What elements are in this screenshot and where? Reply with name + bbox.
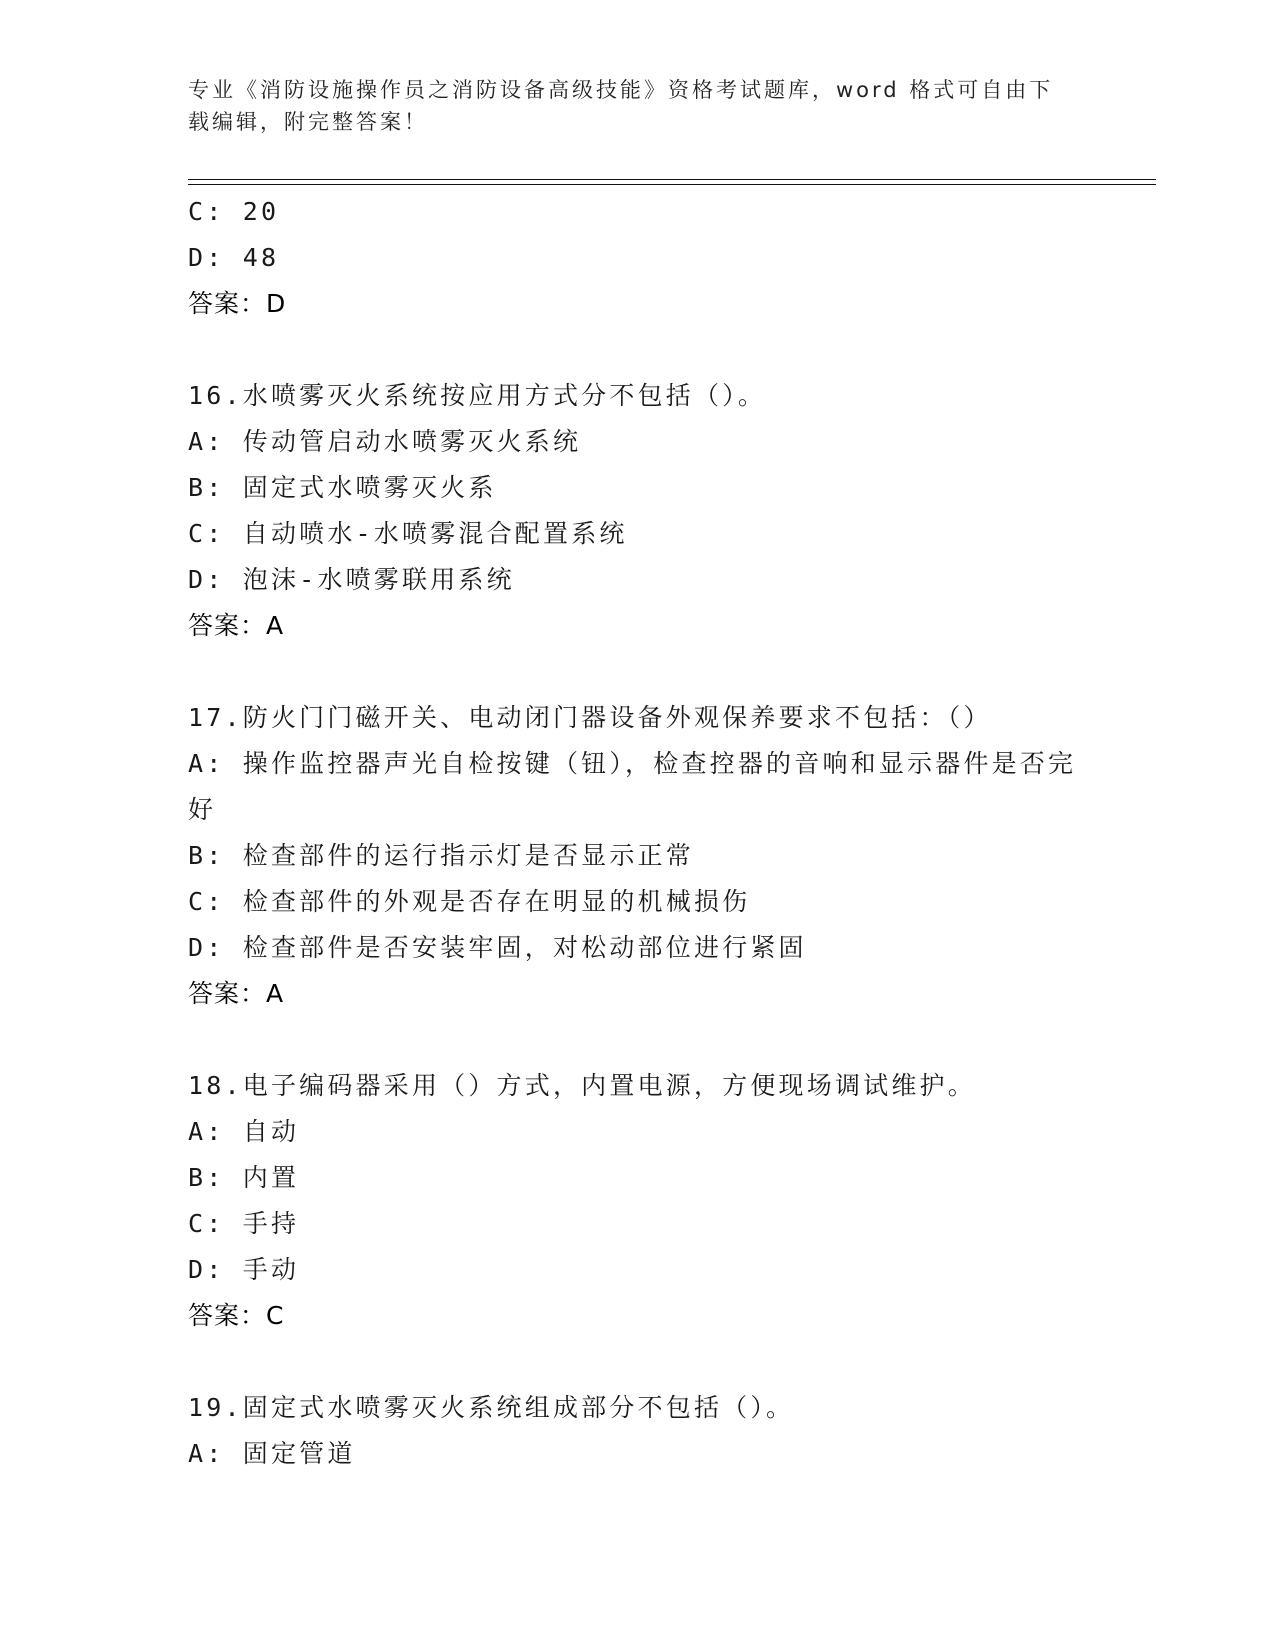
question-block-18 xyxy=(188,1063,1088,1339)
option-a: A: 固定管道 xyxy=(188,1439,356,1468)
header-rule-top xyxy=(188,179,1156,180)
question-list xyxy=(188,189,1088,1477)
answer-line: 答案：A xyxy=(188,611,285,640)
option-d: D: 检查部件是否安装牢固，对松动部位进行紧固 xyxy=(188,933,807,962)
option-b: B: 检查部件的运行指示灯是否显示正常 xyxy=(188,841,694,870)
question-block-15 xyxy=(188,189,1088,327)
question-stem: 19.固定式水喷雾灭火系统组成部分不包括（）。 xyxy=(188,1393,795,1422)
option-c: C: 手持 xyxy=(188,1209,300,1238)
question-block-16 xyxy=(188,373,1088,649)
option-d: D: 手动 xyxy=(188,1255,300,1284)
answer-line: 答案：D xyxy=(188,289,287,318)
option-c: C: 自动喷水-水喷雾混合配置系统 xyxy=(188,519,628,548)
option-a: A: 操作监控器声光自检按键（钮），检查控器的音响和显示器件是否完好 xyxy=(188,749,1077,824)
header-rule-bottom xyxy=(188,184,1156,185)
question-stem: 17.防火门门磁开关、电动闭门器设备外观保养要求不包括：（） xyxy=(188,703,992,732)
question-block-17 xyxy=(188,695,1088,1017)
answer-line: 答案：C xyxy=(188,1301,285,1330)
option-d: D: 泡沫-水喷雾联用系统 xyxy=(188,565,515,594)
option-c: C: 20 xyxy=(188,197,280,226)
answer-line: 答案：A xyxy=(188,979,285,1008)
option-d: D: 48 xyxy=(188,243,280,272)
option-a: A: 自动 xyxy=(188,1117,300,1146)
option-c: C: 检查部件的外观是否存在明显的机械损伤 xyxy=(188,887,751,916)
document-header: 专业《消防设施操作员之消防设备高级技能》资格考试题库，word 格式可自由下载编辑，附完整答案！ xyxy=(188,78,1054,134)
question-block-19 xyxy=(188,1385,1088,1477)
option-b: B: 内置 xyxy=(188,1163,300,1192)
option-b: B: 固定式水喷雾灭火系 xyxy=(188,473,497,502)
question-stem: 16.水喷雾灭火系统按应用方式分不包括（）。 xyxy=(188,381,767,410)
option-a: A: 传动管启动水喷雾灭火系统 xyxy=(188,427,582,456)
question-stem: 18.电子编码器采用（）方式，内置电源，方便现场调试维护。 xyxy=(188,1071,976,1100)
